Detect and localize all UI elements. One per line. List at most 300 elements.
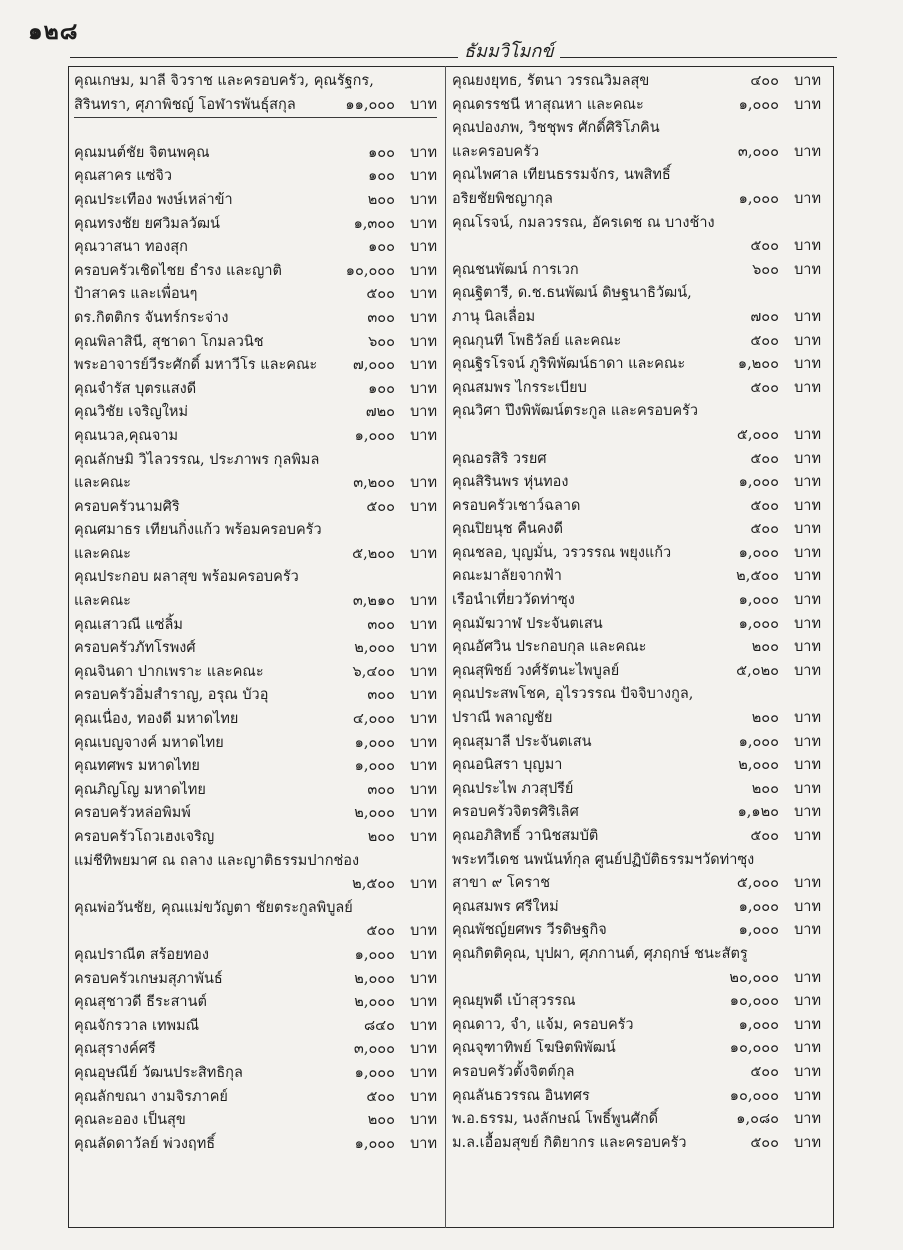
donor-entry bbox=[452, 188, 825, 212]
donor-entry bbox=[452, 306, 825, 330]
donor-name: คุณจุฑาทิพย์ โฆษิตพิพัฒน์ bbox=[452, 1040, 616, 1057]
donor-name: ครอบครัวเชาว์ฉลาด bbox=[452, 497, 581, 514]
currency-unit: บาท bbox=[794, 497, 821, 514]
donor-name: คุณพัชญ์ยศพร วีรดิษฐกิจ bbox=[452, 922, 607, 939]
donor-entry bbox=[74, 1062, 437, 1086]
currency-unit: บาท bbox=[410, 1041, 437, 1058]
donor-entry bbox=[452, 825, 825, 849]
donor-entry bbox=[452, 754, 825, 778]
donor-entry bbox=[452, 660, 825, 684]
donor-entry bbox=[452, 400, 825, 424]
donation-amount: ๑,๐๐๐ bbox=[738, 1016, 779, 1033]
donor-entry bbox=[452, 683, 825, 707]
donor-name: คุณชนพัฒน์ การเวก bbox=[452, 261, 579, 278]
donor-name: คุณมนต์ชัย จิตนพคุณ bbox=[74, 144, 210, 161]
donation-amount: ๓๐๐ bbox=[367, 781, 395, 798]
donor-entry bbox=[74, 1086, 437, 1110]
donor-entry bbox=[452, 212, 825, 236]
donation-amount: ๕๐๐ bbox=[750, 1134, 779, 1151]
currency-unit: บาท bbox=[410, 616, 437, 633]
currency-unit: บาท bbox=[794, 1134, 821, 1151]
donor-name: คุณประกอบ ผลาสุข พร้อมครอบครัว bbox=[74, 569, 299, 586]
currency-unit: บาท bbox=[410, 829, 437, 845]
donor-name: สาขา ๙ โคราช bbox=[452, 875, 551, 892]
donor-name: คุณสมพร ศรีใหม่ bbox=[452, 898, 559, 915]
donation-amount: ๑๐๐ bbox=[368, 239, 395, 256]
currency-unit: บาท bbox=[410, 144, 437, 161]
donation-amount: ๕๐๐ bbox=[750, 238, 779, 255]
currency-unit: บาท bbox=[410, 758, 437, 775]
donor-name: คุณสุมาลี ประจันตเสน bbox=[452, 733, 592, 750]
donation-amount: ๑,๑๒๐ bbox=[737, 804, 779, 821]
donation-amount: ๒,๕๐๐ bbox=[736, 568, 779, 585]
currency-unit: บาท bbox=[410, 498, 437, 515]
donor-name: คณะมาลัยจากฟ้า bbox=[452, 568, 562, 585]
donor-entry bbox=[74, 1015, 437, 1039]
donor-name: คุณจินดา ปากเพราะ และคณะ bbox=[74, 663, 264, 680]
donor-entry bbox=[74, 614, 437, 638]
donor-entry bbox=[74, 944, 437, 968]
donor-entry bbox=[452, 94, 825, 118]
currency-unit: บาท bbox=[410, 593, 437, 610]
currency-unit: บาท bbox=[794, 450, 821, 467]
currency-unit: บาท bbox=[794, 1040, 821, 1057]
currency-unit: บาท bbox=[794, 544, 821, 561]
donor-entry bbox=[74, 779, 437, 803]
donation-amount: ๗๒๐ bbox=[365, 404, 395, 421]
donor-name: คุณเบญจางค์ มหาดไทย bbox=[74, 734, 224, 751]
currency-unit: บาท bbox=[794, 993, 821, 1010]
currency-unit: บาท bbox=[410, 262, 437, 279]
donor-name: และครอบครัว bbox=[452, 143, 540, 160]
currency-unit: บาท bbox=[410, 380, 437, 397]
donation-amount: ๑,๐๐๐ bbox=[354, 1135, 395, 1152]
donor-entry bbox=[74, 802, 437, 826]
donation-amount: ๕๐๐ bbox=[750, 828, 779, 844]
currency-unit: บาท bbox=[794, 332, 821, 349]
donation-amount: ๑,๐๐๐ bbox=[738, 733, 779, 750]
donor-entry bbox=[74, 873, 437, 897]
donation-amount: ๑,๐๐๐ bbox=[738, 615, 779, 632]
donation-amount: ๔,๐๐๐ bbox=[352, 711, 395, 728]
donor-name: คุณมัฆวาฬ ประจันตเสน bbox=[452, 615, 603, 632]
donation-amount: ๑,๐๐๐ bbox=[738, 544, 779, 561]
donation-amount: ๓,๐๐๐ bbox=[353, 1041, 395, 1058]
donor-entry bbox=[74, 331, 437, 355]
donor-entry bbox=[74, 566, 437, 590]
donation-amount: ๑,๓๐๐ bbox=[353, 215, 395, 232]
currency-unit: บาท bbox=[410, 994, 437, 1011]
currency-unit: บาท bbox=[794, 426, 821, 443]
donor-entry bbox=[74, 661, 437, 685]
currency-unit: บาท bbox=[410, 404, 437, 421]
donor-entry bbox=[74, 1133, 437, 1157]
donor-entry bbox=[74, 236, 437, 260]
donor-entry bbox=[452, 565, 825, 589]
donor-name: พระอาจารย์วีระศักดิ์ มหาวีโร และคณะ bbox=[74, 357, 318, 374]
donor-entry bbox=[452, 235, 825, 259]
currency-unit: บาท bbox=[410, 1112, 437, 1129]
donor-entry bbox=[452, 542, 825, 566]
donor-name: ม.ล.เอื้อมสุขย์ กิติยากร และครอบครัว bbox=[452, 1134, 687, 1151]
donor-entry bbox=[74, 260, 437, 284]
donor-name: คุณสุชาวดี ธีระสานต์ bbox=[74, 994, 207, 1011]
donation-amount: ๒๐๐ bbox=[751, 639, 779, 656]
donor-entry bbox=[74, 1038, 437, 1062]
donor-name: คุณอัศวิน ประกอบกุล และคณะ bbox=[452, 639, 647, 656]
donor-entry bbox=[74, 283, 437, 307]
donor-entry bbox=[452, 448, 825, 472]
currency-unit: บาท bbox=[410, 1017, 437, 1034]
donor-name: ป้าสาคร และเพื่อนๆ bbox=[74, 286, 198, 303]
donor-name: คุณเสาวณี แซ่ลิ้ม bbox=[74, 616, 183, 633]
currency-unit: บาท bbox=[410, 781, 437, 798]
donor-entry bbox=[74, 684, 437, 708]
currency-unit: บาท bbox=[794, 804, 821, 821]
donor-entry bbox=[74, 165, 437, 189]
donor-entry bbox=[74, 519, 437, 543]
donor-name: ภานุ นิลเลื่อม bbox=[452, 308, 536, 325]
donor-name: คุณกุนที โพธิวัลย์ และคณะ bbox=[452, 332, 622, 349]
donation-amount: ๒,๐๐๐ bbox=[738, 757, 779, 774]
running-title: ธัมมวิโมกข์ bbox=[458, 40, 560, 64]
donation-amount: ๑,๐๐๐ bbox=[738, 898, 779, 915]
donor-name: คุณลักขณา งามจิรภาคย์ bbox=[74, 1088, 228, 1105]
column-divider bbox=[445, 66, 446, 1228]
donor-name: คุณชลอ, บุญมั่น, วรวรรณ พยุงแก้ว bbox=[452, 544, 672, 561]
donation-amount: ๓๐๐ bbox=[367, 309, 395, 326]
currency-unit: บาท bbox=[794, 238, 821, 255]
donor-entry bbox=[74, 755, 437, 779]
currency-unit: บาท bbox=[410, 357, 437, 374]
donation-amount: ๑,๐๐๐ bbox=[354, 1064, 395, 1081]
donor-name: ครอบครัวหล่อพิมพ์ bbox=[74, 805, 191, 822]
donation-amount: ๑,๐๐๐ bbox=[738, 922, 779, 939]
currency-unit: บาท bbox=[410, 309, 437, 326]
donor-entry bbox=[74, 425, 437, 449]
donor-entry bbox=[74, 401, 437, 425]
donor-name: คุณสุรางค์ศรี bbox=[74, 1041, 156, 1058]
donation-amount: ๒๐๐ bbox=[367, 191, 395, 208]
right-donor-column bbox=[452, 70, 825, 1155]
currency-unit: บาท bbox=[794, 261, 821, 278]
donation-amount: ๑๐,๐๐๐ bbox=[729, 1087, 779, 1104]
currency-unit: บาท bbox=[794, 73, 821, 89]
currency-unit: บาท bbox=[410, 711, 437, 728]
donation-amount: ๕๐๐ bbox=[750, 521, 779, 538]
donor-entry bbox=[452, 141, 825, 165]
donor-name: คุณลักษมิ วิไลวรรณ, ประภาพร กุลพิมล bbox=[74, 451, 320, 468]
currency-unit: บาท bbox=[410, 734, 437, 751]
currency-unit: บาท bbox=[794, 875, 821, 892]
donor-entry bbox=[74, 991, 437, 1015]
currency-unit: บาท bbox=[794, 898, 821, 915]
donation-amount: ๒๐๐ bbox=[367, 1112, 395, 1129]
donor-entry bbox=[452, 919, 825, 943]
currency-unit: บาท bbox=[794, 96, 821, 113]
donor-name: คุณทศพร มหาดไทย bbox=[74, 758, 200, 775]
donation-amount: ๑,๐๐๐ bbox=[354, 758, 395, 775]
donation-amount: ๓๐๐ bbox=[367, 616, 395, 633]
donor-entry bbox=[74, 378, 437, 402]
currency-unit: บาท bbox=[794, 615, 821, 632]
donor-name: และคณะ bbox=[74, 545, 131, 562]
donor-entry bbox=[74, 920, 437, 944]
donation-amount: ๕๐๐ bbox=[750, 497, 779, 514]
donor-name: อริยชัยพิชญากุล bbox=[452, 190, 553, 207]
donation-amount: ๕๐๐ bbox=[750, 379, 779, 396]
donation-amount: ๓,๐๐๐ bbox=[737, 143, 779, 160]
donor-name: คุณสาคร แซ่จิว bbox=[74, 168, 173, 185]
currency-unit: บาท bbox=[794, 922, 821, 939]
donor-entry bbox=[74, 850, 437, 874]
donor-entry bbox=[452, 164, 825, 188]
donation-amount: ๗๐๐ bbox=[750, 308, 779, 325]
donor-name: คุณประสพโชค, อุไรวรรณ ปัจจิบางกูล, bbox=[452, 686, 694, 703]
donation-amount: ๗,๐๐๐ bbox=[352, 357, 395, 374]
donor-entry bbox=[452, 1085, 825, 1109]
currency-unit: บาท bbox=[410, 545, 437, 562]
donation-amount: ๑,๐๐๐ bbox=[738, 474, 779, 491]
currency-unit: บาท bbox=[410, 1135, 437, 1152]
currency-unit: บาท bbox=[794, 1016, 821, 1033]
donor-entry bbox=[74, 543, 437, 567]
currency-unit: บาท bbox=[794, 356, 821, 373]
currency-unit: บาท bbox=[410, 168, 437, 185]
donation-amount: ๒๐๐ bbox=[367, 829, 395, 845]
donor-entry bbox=[452, 424, 825, 448]
donation-amount: ๕๐๐ bbox=[750, 332, 779, 349]
donor-name: คุณภิญโญ มหาดไทย bbox=[74, 781, 206, 798]
currency-unit: บาท bbox=[410, 687, 437, 704]
currency-unit: บาท bbox=[410, 215, 437, 232]
donor-name: คุณลันธวรรณ อินทศร bbox=[452, 1087, 590, 1104]
donor-entry bbox=[452, 589, 825, 613]
donor-entry bbox=[452, 636, 825, 660]
donor-name: คุณประเทือง พงษ์เหล่าข้า bbox=[74, 191, 233, 208]
donor-entry bbox=[452, 518, 825, 542]
donation-amount: ๒๐๐ bbox=[751, 780, 779, 797]
donor-entry bbox=[74, 708, 437, 732]
donation-amount: ๕๐๐ bbox=[366, 1088, 395, 1105]
donor-entry bbox=[452, 1108, 825, 1132]
donor-name: ครอบครัวภัทโรพงศ์ bbox=[74, 640, 196, 657]
donation-amount: ๓๐๐ bbox=[367, 687, 395, 704]
donor-name: คุณวิศา ปึงพิพัฒน์ตระกูล และครอบครัว bbox=[452, 403, 698, 420]
currency-unit: บาท bbox=[410, 239, 437, 256]
running-header bbox=[70, 40, 837, 66]
donation-amount: ๒๐๐ bbox=[751, 710, 779, 727]
donor-name: คุณปองภพ, วิชชุพร ศักดิ์ศิริโภคิน bbox=[452, 120, 660, 137]
donor-entry bbox=[74, 354, 437, 378]
currency-unit: บาท bbox=[794, 521, 821, 538]
donor-name: คุณประไพ ภวสุปรีย์ bbox=[452, 780, 574, 797]
donor-name: คุณสุพิชย์ วงศ์รัตนะไพบูลย์ bbox=[452, 662, 620, 679]
donor-entry bbox=[74, 968, 437, 992]
donor-name: คุณเนื่อง, ทองดี มหาดไทย bbox=[74, 711, 239, 728]
donation-amount: ๘๔๐ bbox=[363, 1017, 395, 1034]
donor-entry bbox=[452, 801, 825, 825]
donor-name: ครอบครัวโถวเฮงเจริญ bbox=[74, 829, 215, 845]
donor-entry bbox=[74, 94, 437, 119]
donation-amount: ๑,๐๘๐ bbox=[736, 1111, 779, 1128]
donor-entry bbox=[452, 967, 825, 991]
currency-unit: บาท bbox=[410, 96, 437, 113]
donation-amount: ๕๐๐ bbox=[366, 286, 395, 303]
donor-entry bbox=[74, 1109, 437, 1133]
donation-amount: ๒,๕๐๐ bbox=[352, 876, 395, 893]
currency-unit: บาท bbox=[794, 733, 821, 750]
currency-unit: บาท bbox=[410, 1088, 437, 1105]
donor-entry bbox=[74, 449, 437, 473]
donor-entry bbox=[74, 142, 437, 166]
donation-amount: ๖๐๐ bbox=[752, 261, 779, 278]
donor-name: และคณะ bbox=[74, 475, 131, 492]
donor-name: คุณยุพดี เบ้าสุวรรณ bbox=[452, 993, 576, 1010]
donation-amount: ๑,๒๐๐ bbox=[737, 356, 779, 373]
donor-entry bbox=[452, 353, 825, 377]
donor-name: คุณโรจน์, กมลวรรณ, อัครเดช ณ บางช้าง bbox=[452, 214, 715, 231]
donation-amount: ๕๐๐ bbox=[366, 923, 395, 940]
donation-amount: ๑๐๐ bbox=[368, 144, 395, 161]
donation-amount: ๑,๐๐๐ bbox=[354, 946, 395, 963]
donor-name: คุณพ่อวันชัย, คุณแม่ขวัญตา ชัยตระกูลพิบูลย์ bbox=[74, 899, 353, 916]
donation-amount: ๒,๐๐๐ bbox=[354, 805, 395, 822]
donation-amount: ๕๐๐ bbox=[750, 1063, 779, 1080]
left-donor-column bbox=[74, 70, 437, 1156]
donor-entry bbox=[452, 613, 825, 637]
donation-amount: ๑๐,๐๐๐ bbox=[345, 262, 395, 279]
donor-name: คุณนวล,คุณจาม bbox=[74, 427, 179, 444]
donor-entry bbox=[452, 282, 825, 306]
currency-unit: บาท bbox=[410, 805, 437, 822]
currency-unit: บาท bbox=[410, 1064, 437, 1081]
donor-name: คุณอนิสรา บุญมา bbox=[452, 757, 563, 774]
donor-entry bbox=[452, 731, 825, 755]
donor-name: คุณละออง เป็นสุข bbox=[74, 1112, 186, 1129]
donation-amount: ๕,๐๐๐ bbox=[736, 875, 779, 892]
donor-name: และคณะ bbox=[74, 593, 131, 610]
currency-unit: บาท bbox=[410, 191, 437, 208]
donor-name: ครอบครัวจิตรศิริเลิศ bbox=[452, 804, 579, 821]
currency-unit: บาท bbox=[794, 662, 821, 679]
donor-entry bbox=[452, 778, 825, 802]
donor-name: พระทวีเดช นพนันท์กุล ศูนย์ปฏิบัติธรรมฯวัดท่าซุง bbox=[452, 851, 755, 868]
currency-unit: บาท bbox=[794, 1111, 821, 1128]
donor-name: คุณปิยนุช คืนคงดี bbox=[452, 521, 564, 538]
donation-amount: ๑๐,๐๐๐ bbox=[729, 1040, 779, 1057]
donor-name: ครอบครัวเชิดไชย ธำรง และญาติ bbox=[74, 262, 282, 279]
donor-name: คุณสิรินพร หุ่นทอง bbox=[452, 474, 569, 491]
donor-name: คุณดาว, จำ, แจ้ม, ครอบครัว bbox=[452, 1016, 634, 1033]
donor-name: คุณดรรชนี หาสุณหา และคณะ bbox=[452, 96, 644, 113]
donor-entry bbox=[74, 213, 437, 237]
donor-entry bbox=[452, 117, 825, 141]
donor-entry bbox=[74, 637, 437, 661]
donor-name: คุณสมพร ไกรระเบียบ bbox=[452, 379, 587, 396]
donation-amount: ๕๐๐ bbox=[750, 450, 779, 467]
donor-entry bbox=[452, 1061, 825, 1085]
donor-name: ครอบครัวตั้งจิตต์กุล bbox=[452, 1063, 575, 1080]
donation-amount: ๑๐,๐๐๐ bbox=[729, 993, 779, 1010]
donor-name: ครอบครัวเกษมสุภาพันธ์ bbox=[74, 970, 223, 987]
donor-name: คุณอรสิริ วรยศ bbox=[452, 450, 547, 467]
donor-name: สิรินทรา, ศุภาพิชญ์ โอฬารพันธุ์สกุล bbox=[74, 96, 296, 113]
donation-amount: ๖๐๐ bbox=[368, 333, 395, 350]
donation-amount: ๒,๐๐๐ bbox=[354, 994, 395, 1011]
donor-entry bbox=[452, 70, 825, 94]
donation-amount: ๑,๐๐๐ bbox=[354, 734, 395, 751]
donor-name: คุณอภิสิทธิ์ วานิชสมบัติ bbox=[452, 828, 599, 844]
donation-amount: ๕,๒๐๐ bbox=[352, 545, 395, 562]
donor-entry bbox=[452, 896, 825, 920]
donation-amount: ๕,๐๐๐ bbox=[736, 426, 779, 443]
donor-name: คุณจำรัส บุตรแสงดี bbox=[74, 380, 197, 397]
donor-name: ครอบครัวนามศิริ bbox=[74, 498, 180, 515]
currency-unit: บาท bbox=[794, 379, 821, 396]
currency-unit: บาท bbox=[410, 970, 437, 987]
donor-name: คุณเกษม, มาลี จิวราช และครอบครัว, คุณรัฐกร, bbox=[74, 73, 374, 89]
donation-amount: ๒,๐๐๐ bbox=[354, 640, 395, 657]
donor-entry bbox=[74, 118, 437, 142]
donor-name: แม่ชีทิพยมาศ ณ ถลาง และญาติธรรมปากช่อง bbox=[74, 852, 360, 869]
donor-entry bbox=[452, 1037, 825, 1061]
donation-amount: ๑,๐๐๐ bbox=[738, 190, 779, 207]
currency-unit: บาท bbox=[410, 663, 437, 680]
donation-amount: ๕,๐๒๐ bbox=[736, 662, 779, 679]
currency-unit: บาท bbox=[794, 474, 821, 491]
donation-amount: ๑๑,๐๐๐ bbox=[345, 96, 395, 113]
donation-amount: ๒,๐๐๐ bbox=[354, 970, 395, 987]
page-number: ๑๒๘ bbox=[28, 18, 79, 45]
donation-amount: ๔๐๐ bbox=[750, 73, 779, 89]
currency-unit: บาท bbox=[794, 592, 821, 609]
donation-amount: ๑๐๐ bbox=[368, 380, 395, 397]
donation-amount: ๖,๔๐๐ bbox=[352, 663, 395, 680]
donation-amount: ๑๐๐ bbox=[368, 168, 395, 185]
donor-name: ปราณี พลาญชัย bbox=[452, 710, 553, 727]
donor-entry bbox=[452, 471, 825, 495]
donor-entry bbox=[74, 70, 437, 94]
donor-name: คุณยงยุทธ, รัตนา วรรณวิมลสุข bbox=[452, 73, 650, 89]
donor-name: คุณฐิรโรจน์ ภูริพิพัฒน์ธาดา และคณะ bbox=[452, 356, 686, 373]
donor-entry bbox=[74, 897, 437, 921]
currency-unit: บาท bbox=[410, 640, 437, 657]
donor-entry bbox=[452, 990, 825, 1014]
donor-name: คุณจักรวาล เทพมณี bbox=[74, 1017, 200, 1034]
donor-entry bbox=[74, 590, 437, 614]
donation-amount: ๕๐๐ bbox=[366, 498, 395, 515]
donor-name: คุณกิตติคุณ, บุปผา, ศุภกานต์, ศุภฤกษ์ ชนะสัตรู bbox=[452, 945, 748, 962]
donor-name: พ.อ.ธรรม, นงลักษณ์ โพธิ์พูนศักดิ์ bbox=[452, 1111, 659, 1128]
donor-entry bbox=[452, 259, 825, 283]
donor-entry bbox=[452, 1014, 825, 1038]
currency-unit: บาท bbox=[410, 286, 437, 303]
donation-amount: ๑,๐๐๐ bbox=[738, 96, 779, 113]
currency-unit: บาท bbox=[794, 780, 821, 797]
donor-entry bbox=[74, 189, 437, 213]
header-rule bbox=[70, 57, 837, 58]
currency-unit: บาท bbox=[794, 568, 821, 585]
donor-name: คุณพิลาสินี, สุชาดา โกมลวนิช bbox=[74, 333, 264, 350]
donor-name: คุณทรงชัย ยศวิมลวัฒน์ bbox=[74, 215, 220, 232]
donor-name: ครอบครัวอิ่มสำราญ, อรุณ บัวอุ bbox=[74, 687, 269, 704]
donor-name: เรือนำเที่ยววัดท่าซุง bbox=[452, 592, 575, 609]
donor-entry bbox=[452, 943, 825, 967]
donor-name: คุณวาสนา ทองสุก bbox=[74, 239, 188, 256]
donor-name: คุณศมาธร เทียนกิ่งแก้ว พร้อมครอบครัว bbox=[74, 522, 322, 539]
donor-name: คุณฐิตารี, ด.ช.ธนพัฒน์ ดิษฐนาธิวัฒน์, bbox=[452, 285, 692, 302]
